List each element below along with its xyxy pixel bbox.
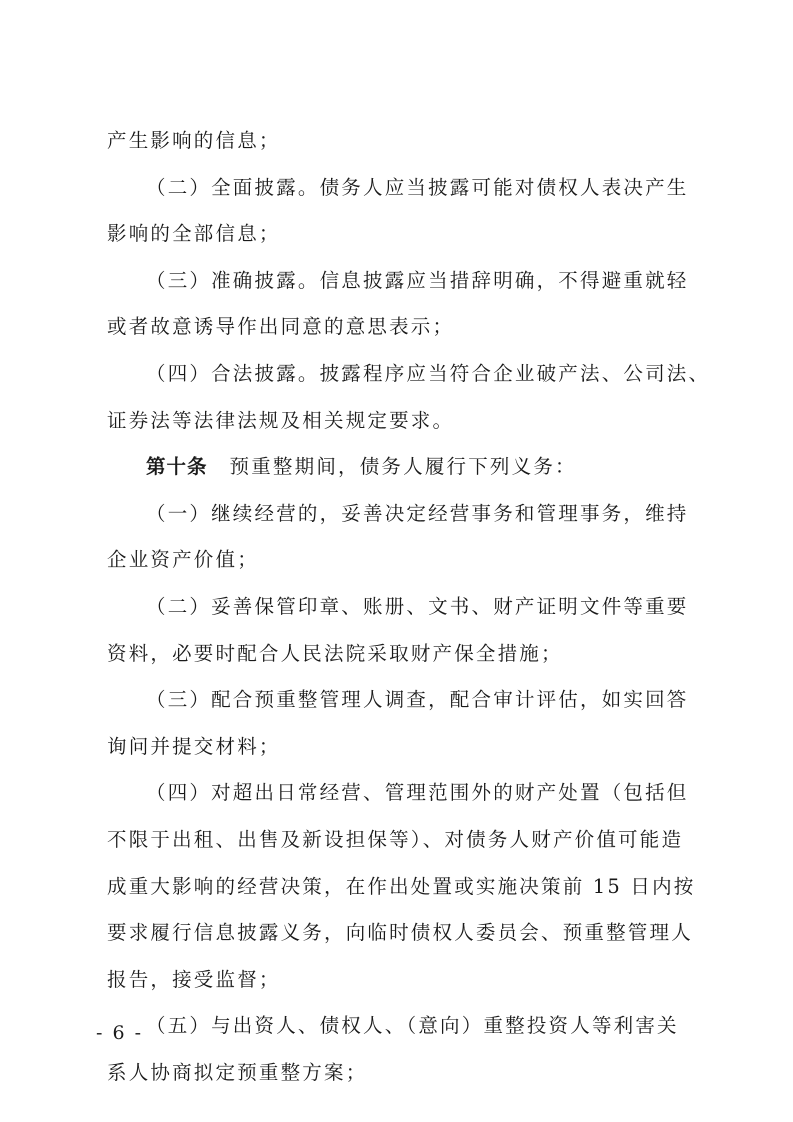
paragraph-line: 产生影响的信息； xyxy=(107,129,281,152)
paragraph-line: （四）合法披露。披露程序应当符合企业破产法、公司法、 xyxy=(146,361,711,385)
paragraph-line: 不限于出租、出售及新设担保等）、对债务人财产价值可能造 xyxy=(107,827,684,851)
paragraph-line: 企业资产价值； xyxy=(107,548,259,572)
page-number: - 6 - xyxy=(96,1022,144,1044)
paragraph-line: 要求履行信息披露义务，向临时债权人委员会、预重整管理人 xyxy=(107,921,693,945)
article-ten-line xyxy=(107,444,697,491)
paragraph-line: 询问并提交材料； xyxy=(107,734,281,758)
paragraph-line: 影响的全部信息； xyxy=(107,222,281,246)
paragraph-line: 资料，必要时配合人民法院采取财产保全措施； xyxy=(107,641,563,665)
paragraph-line: （二）妥善保管印章、账册、文书、财产证明文件等重要 xyxy=(146,594,689,618)
paragraph-line: （四）对超出日常经营、管理范围外的财产处置（包括但 xyxy=(146,781,689,805)
paragraph-line: 系人协商拟定预重整方案； xyxy=(107,1060,368,1084)
paragraph-line: （三）准确披露。信息披露应当措辞明确，不得避重就轻 xyxy=(146,268,689,292)
paragraph-line: 证券法等法律法规及相关规定要求。 xyxy=(107,408,455,432)
paragraph-line: 或者故意诱导作出同意的意思表示； xyxy=(107,315,455,339)
paragraph-line: 成重大影响的经营决策，在作出处置或实施决策前 15 日内按 xyxy=(107,874,696,898)
paragraph-line: （一）继续经营的，妥善决定经营事务和管理事务，维持 xyxy=(146,501,689,525)
article-title: 第十条 xyxy=(146,455,208,479)
paragraph-line: （三）配合预重整管理人调查，配合审计评估，如实回答 xyxy=(146,688,689,712)
article-text: 预重整期间，债务人履行下列义务： xyxy=(229,455,577,479)
document-body xyxy=(107,118,711,1096)
paragraph-line: （二）全面披露。债务人应当披露可能对债权人表决产生 xyxy=(146,175,689,199)
paragraph-line: 报告，接受监督； xyxy=(107,967,281,991)
paragraph-line: （五）与出资人、债权人、（意向）重整投资人等利害关 xyxy=(146,1014,679,1038)
